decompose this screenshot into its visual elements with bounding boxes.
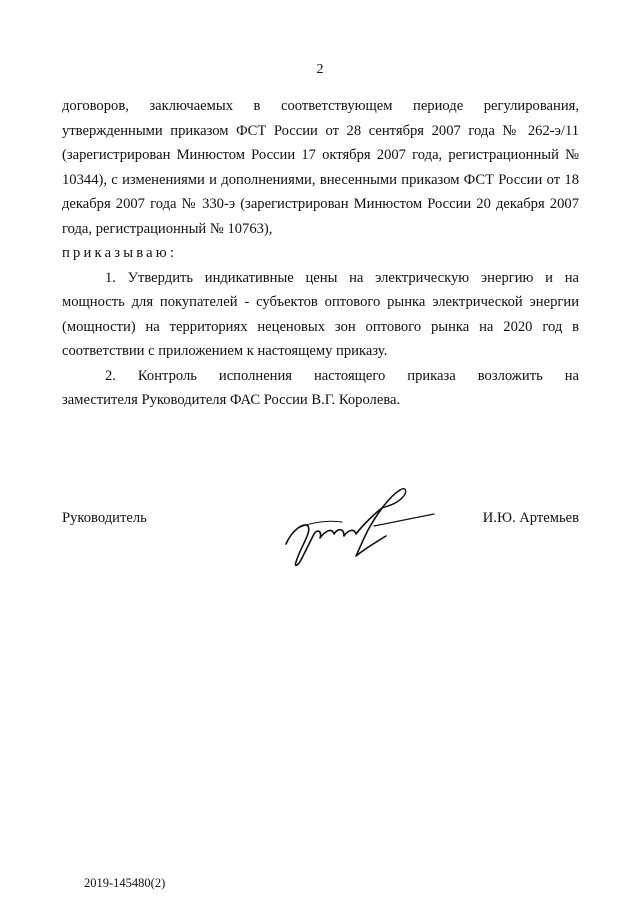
page-number: 2 (316, 62, 324, 77)
paragraph-order-word: приказываю: (62, 245, 178, 261)
paragraph-preamble: договоров, заключаемых в соответствующем периоде регулирования, утвержденными приказом ФСТ России от 28 сентября 2007 года № 262-э/11 (зарегистрирован Минюстом России 17 октября 2007 года, регистрационный № 10344), с изменениями и дополнениями, внесенными приказом ФСТ России от 18 декабря 2007 года № 330-э (зарегистрирован Минюстом России 20 декабря 2007 года, регистрационный № 10763), (62, 98, 579, 237)
document-body (62, 94, 579, 413)
signer-name: И.Ю. Артемьев (482, 510, 579, 526)
signer-title: Руководитель (62, 510, 147, 526)
paragraph-item-2: 2. Контроль исполнения настоящего приказа возложить на (105, 367, 579, 384)
handwritten-signature (278, 482, 438, 572)
document-id: 2019-145480(2) (84, 876, 166, 890)
paragraph-item-2-continued: заместителя Руководителя ФАС России В.Г. Королева. (62, 392, 401, 408)
signature-block (62, 510, 579, 570)
paragraph-item-1: 1. Утвердить индикативные цены на электрическую энергию и на мощность для покупателей - субъектов оптового рынка электрической энергии (мощности) на территориях неценовых зон оптового рынка на 2020 год в соответствии с приложением к настоящему приказу. (62, 269, 579, 359)
